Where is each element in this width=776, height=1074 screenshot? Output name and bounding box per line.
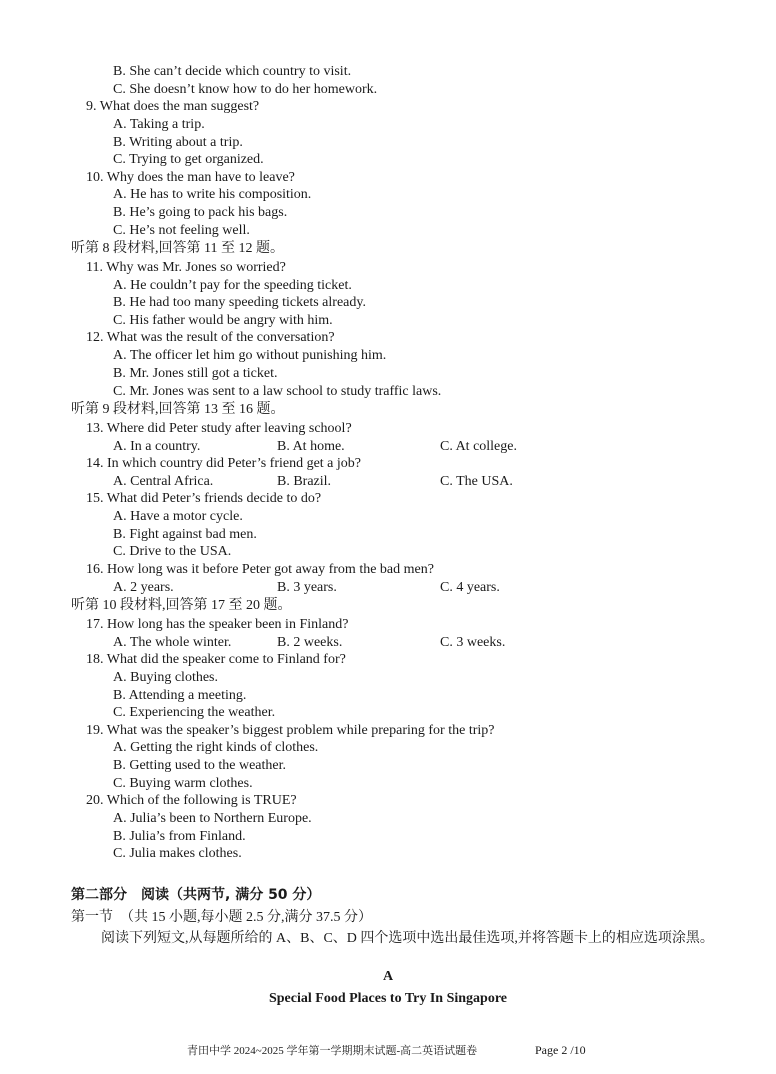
question-14: 14. In which country did Peter’s friend get a job?: [86, 456, 362, 471]
q14-option-a: A. Central Africa.: [113, 474, 214, 489]
listening-section-10-header: 听第 10 段材料,回答第 17 至 20 题。: [71, 598, 292, 613]
q19-option-b: B. Getting used to the weather.: [113, 758, 287, 773]
q15-option-c: C. Drive to the USA.: [113, 544, 232, 559]
q18-option-b: B. Attending a meeting.: [113, 688, 247, 703]
q11-option-c: C. His father would be angry with him.: [113, 313, 333, 328]
q15-option-a: A. Have a motor cycle.: [113, 509, 243, 524]
question-11: 11. Why was Mr. Jones so worried?: [86, 260, 286, 275]
q10-option-a: A. He has to write his composition.: [113, 187, 312, 202]
q18-option-a: A. Buying clothes.: [113, 670, 218, 685]
q17-option-b: B. 2 weeks.: [277, 635, 343, 650]
q16-option-c: C. 4 years.: [440, 580, 500, 595]
q20-option-c: C. Julia makes clothes.: [113, 846, 242, 861]
q17-option-c: C. 3 weeks.: [440, 635, 506, 650]
question-9: 9. What does the man suggest?: [86, 99, 260, 114]
q19-option-c: C. Buying warm clothes.: [113, 776, 253, 791]
q10-option-b: B. He’s going to pack his bags.: [113, 205, 288, 220]
question-18: 18. What did the speaker come to Finland for?: [86, 652, 346, 667]
question-15: 15. What did Peter’s friends decide to do?: [86, 491, 322, 506]
q13-option-c: C. At college.: [440, 439, 517, 454]
q11-option-b: B. He had too many speeding tickets already.: [113, 295, 366, 310]
question-19: 19. What was the speaker’s biggest problem while preparing for the trip?: [86, 723, 495, 738]
q18-option-c: C. Experiencing the weather.: [113, 705, 276, 720]
q17-option-a: A. The whole winter.: [113, 635, 232, 650]
q12-option-b: B. Mr. Jones still got a ticket.: [113, 366, 278, 381]
passage-letter: A: [382, 969, 394, 984]
question-20: 20. Which of the following is TRUE?: [86, 793, 297, 808]
question-17: 17. How long has the speaker been in Finland?: [86, 617, 349, 632]
passage-title: Special Food Places to Try In Singapore: [268, 991, 507, 1006]
q20-option-a: A. Julia’s been to Northern Europe.: [113, 811, 312, 826]
q19-option-a: A. Getting the right kinds of clothes.: [113, 740, 319, 755]
q9-option-a: A. Taking a trip.: [113, 117, 205, 132]
q12-option-a: A. The officer let him go without punishing him.: [113, 348, 387, 363]
q15-option-b: B. Fight against bad men.: [113, 527, 257, 542]
question-10: 10. Why does the man have to leave?: [86, 170, 295, 185]
q16-option-a: A. 2 years.: [113, 580, 174, 595]
reading-instruction: 阅读下列短文,从每题所给的 A、B、C、D 四个选项中选出最佳选项,并将答题卡上的相应选项涂黑。: [101, 931, 714, 946]
q12-option-c: C. Mr. Jones was sent to a law school to study traffic laws.: [113, 384, 442, 399]
footer-page-number: Page 2 /10: [535, 1043, 586, 1057]
q16-option-b: B. 3 years.: [277, 580, 337, 595]
q11-option-a: A. He couldn’t pay for the speeding ticket.: [113, 278, 352, 293]
q9-option-b: B. Writing about a trip.: [113, 135, 243, 150]
section1-heading: 第一节 （共 15 小题,每小题 2.5 分,满分 37.5 分）: [71, 910, 372, 925]
question-12: 12. What was the result of the conversation?: [86, 330, 335, 345]
q14-option-b: B. Brazil.: [277, 474, 332, 489]
q9-option-c: C. Trying to get organized.: [113, 152, 264, 167]
q20-option-b: B. Julia’s from Finland.: [113, 829, 246, 844]
q8-option-b: B. She can’t decide which country to visit.: [113, 64, 352, 79]
footer-school: 青田中学 2024~2025 学年第一学期期末试题-高二英语试题卷: [187, 1045, 478, 1057]
q13-option-b: B. At home.: [277, 439, 345, 454]
q13-option-a: A. In a country.: [113, 439, 201, 454]
listening-section-8-header: 听第 8 段材料,回答第 11 至 12 题。: [71, 241, 284, 256]
q14-option-c: C. The USA.: [440, 474, 513, 489]
q8-option-c: C. She doesn’t know how to do her homework.: [113, 82, 378, 97]
part2-heading: 第二部分 阅读（共两节, 满分 50 分）: [71, 887, 321, 903]
listening-section-9-header: 听第 9 段材料,回答第 13 至 16 题。: [71, 402, 285, 417]
question-16: 16. How long was it before Peter got away from the bad men?: [86, 562, 434, 577]
q10-option-c: C. He’s not feeling well.: [113, 223, 250, 238]
question-13: 13. Where did Peter study after leaving school?: [86, 421, 352, 436]
